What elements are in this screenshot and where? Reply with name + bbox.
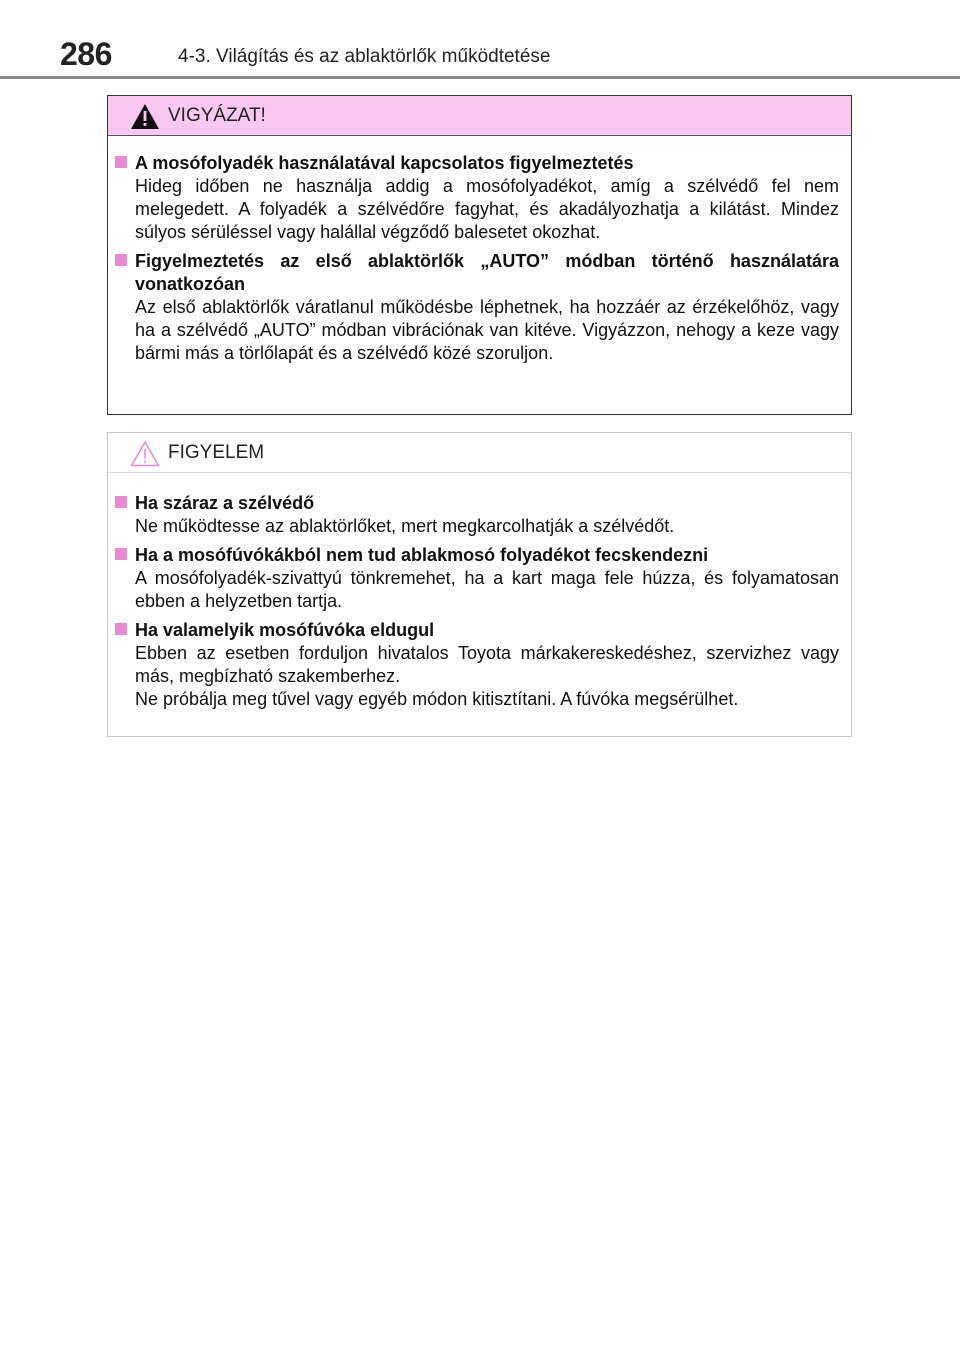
warning-item-title: A mosófolyadék használatával kapcsolatos figyelmeztetés bbox=[135, 153, 634, 173]
notice-box-header bbox=[108, 433, 851, 473]
bullet-square-icon bbox=[115, 254, 127, 266]
notice-item-text: Ne működtesse az ablaktörlőket, mert megkarcolhatják a szélvédőt. bbox=[135, 516, 675, 536]
notice-box bbox=[107, 432, 852, 737]
warning-item-text: Hideg időben ne használja addig a mosófolyadékot, amíg a szélvédő fel nem melegedett. A folyadék a szélvédőre fagyhat, és akadályozhatja a kilátást. Mindez súlyos sérüléssel vagy halállal végződő balesetet okozhat. bbox=[135, 176, 839, 242]
notice-box-title: FIGYELEM bbox=[168, 442, 265, 463]
notice-item bbox=[108, 544, 839, 613]
page-header bbox=[0, 0, 960, 80]
page-number: 286 bbox=[60, 36, 112, 72]
bullet-square-icon bbox=[115, 548, 127, 560]
notice-item-text: Ne próbálja meg tűvel vagy egyéb módon kitisztítani. A fúvóka megsérülhet. bbox=[135, 689, 739, 709]
warning-item bbox=[108, 250, 839, 365]
bullet-square-icon bbox=[115, 496, 127, 508]
notice-item-text: Ebben az esetben forduljon hivatalos Toyota márkakereskedéshez, szervizhez vagy más, megbízható szakemberhez. bbox=[135, 643, 839, 686]
bullet-square-icon bbox=[115, 623, 127, 635]
notice-box-body bbox=[108, 473, 851, 711]
notice-item bbox=[108, 619, 839, 711]
notice-item-title: Ha a mosófúvókákból nem tud ablakmosó folyadékot fecskendezni bbox=[135, 545, 709, 565]
notice-item-text: A mosófolyadék-szivattyú tönkremehet, ha a kart maga fele húzza, és folyamatosan ebben a helyzetben tartja. bbox=[135, 568, 839, 611]
caution-outline-triangle-icon bbox=[130, 440, 160, 467]
section-title: 4-3. Világítás és az ablaktörlők működtetése bbox=[178, 46, 551, 67]
bullet-square-icon bbox=[115, 156, 127, 168]
warning-box bbox=[107, 95, 852, 415]
header-rule bbox=[0, 76, 960, 79]
warning-box-header bbox=[108, 96, 851, 136]
notice-item bbox=[108, 492, 839, 538]
warning-box-body bbox=[108, 136, 851, 365]
notice-item-title: Ha száraz a szélvédő bbox=[135, 493, 315, 513]
warning-item-text: Az első ablaktörlők váratlanul működésbe léphetnek, ha hozzáér az érzékelőhöz, vagy ha a szélvédő „AUTO” módban vibrációnak van kitéve. Vigyázzon, nehogy a keze vagy bármi más a törlőlapát és a szélvédő közé szoruljon. bbox=[135, 297, 839, 363]
warning-box-title: VIGYÁZAT! bbox=[168, 105, 266, 126]
warning-triangle-icon bbox=[130, 103, 160, 130]
notice-item-title: Ha valamelyik mosófúvóka eldugul bbox=[135, 620, 435, 640]
warning-item-title: Figyelmeztetés az első ablaktörlők „AUTO” módban történő használatára vonatkozóan bbox=[135, 251, 839, 294]
warning-item bbox=[108, 152, 839, 244]
